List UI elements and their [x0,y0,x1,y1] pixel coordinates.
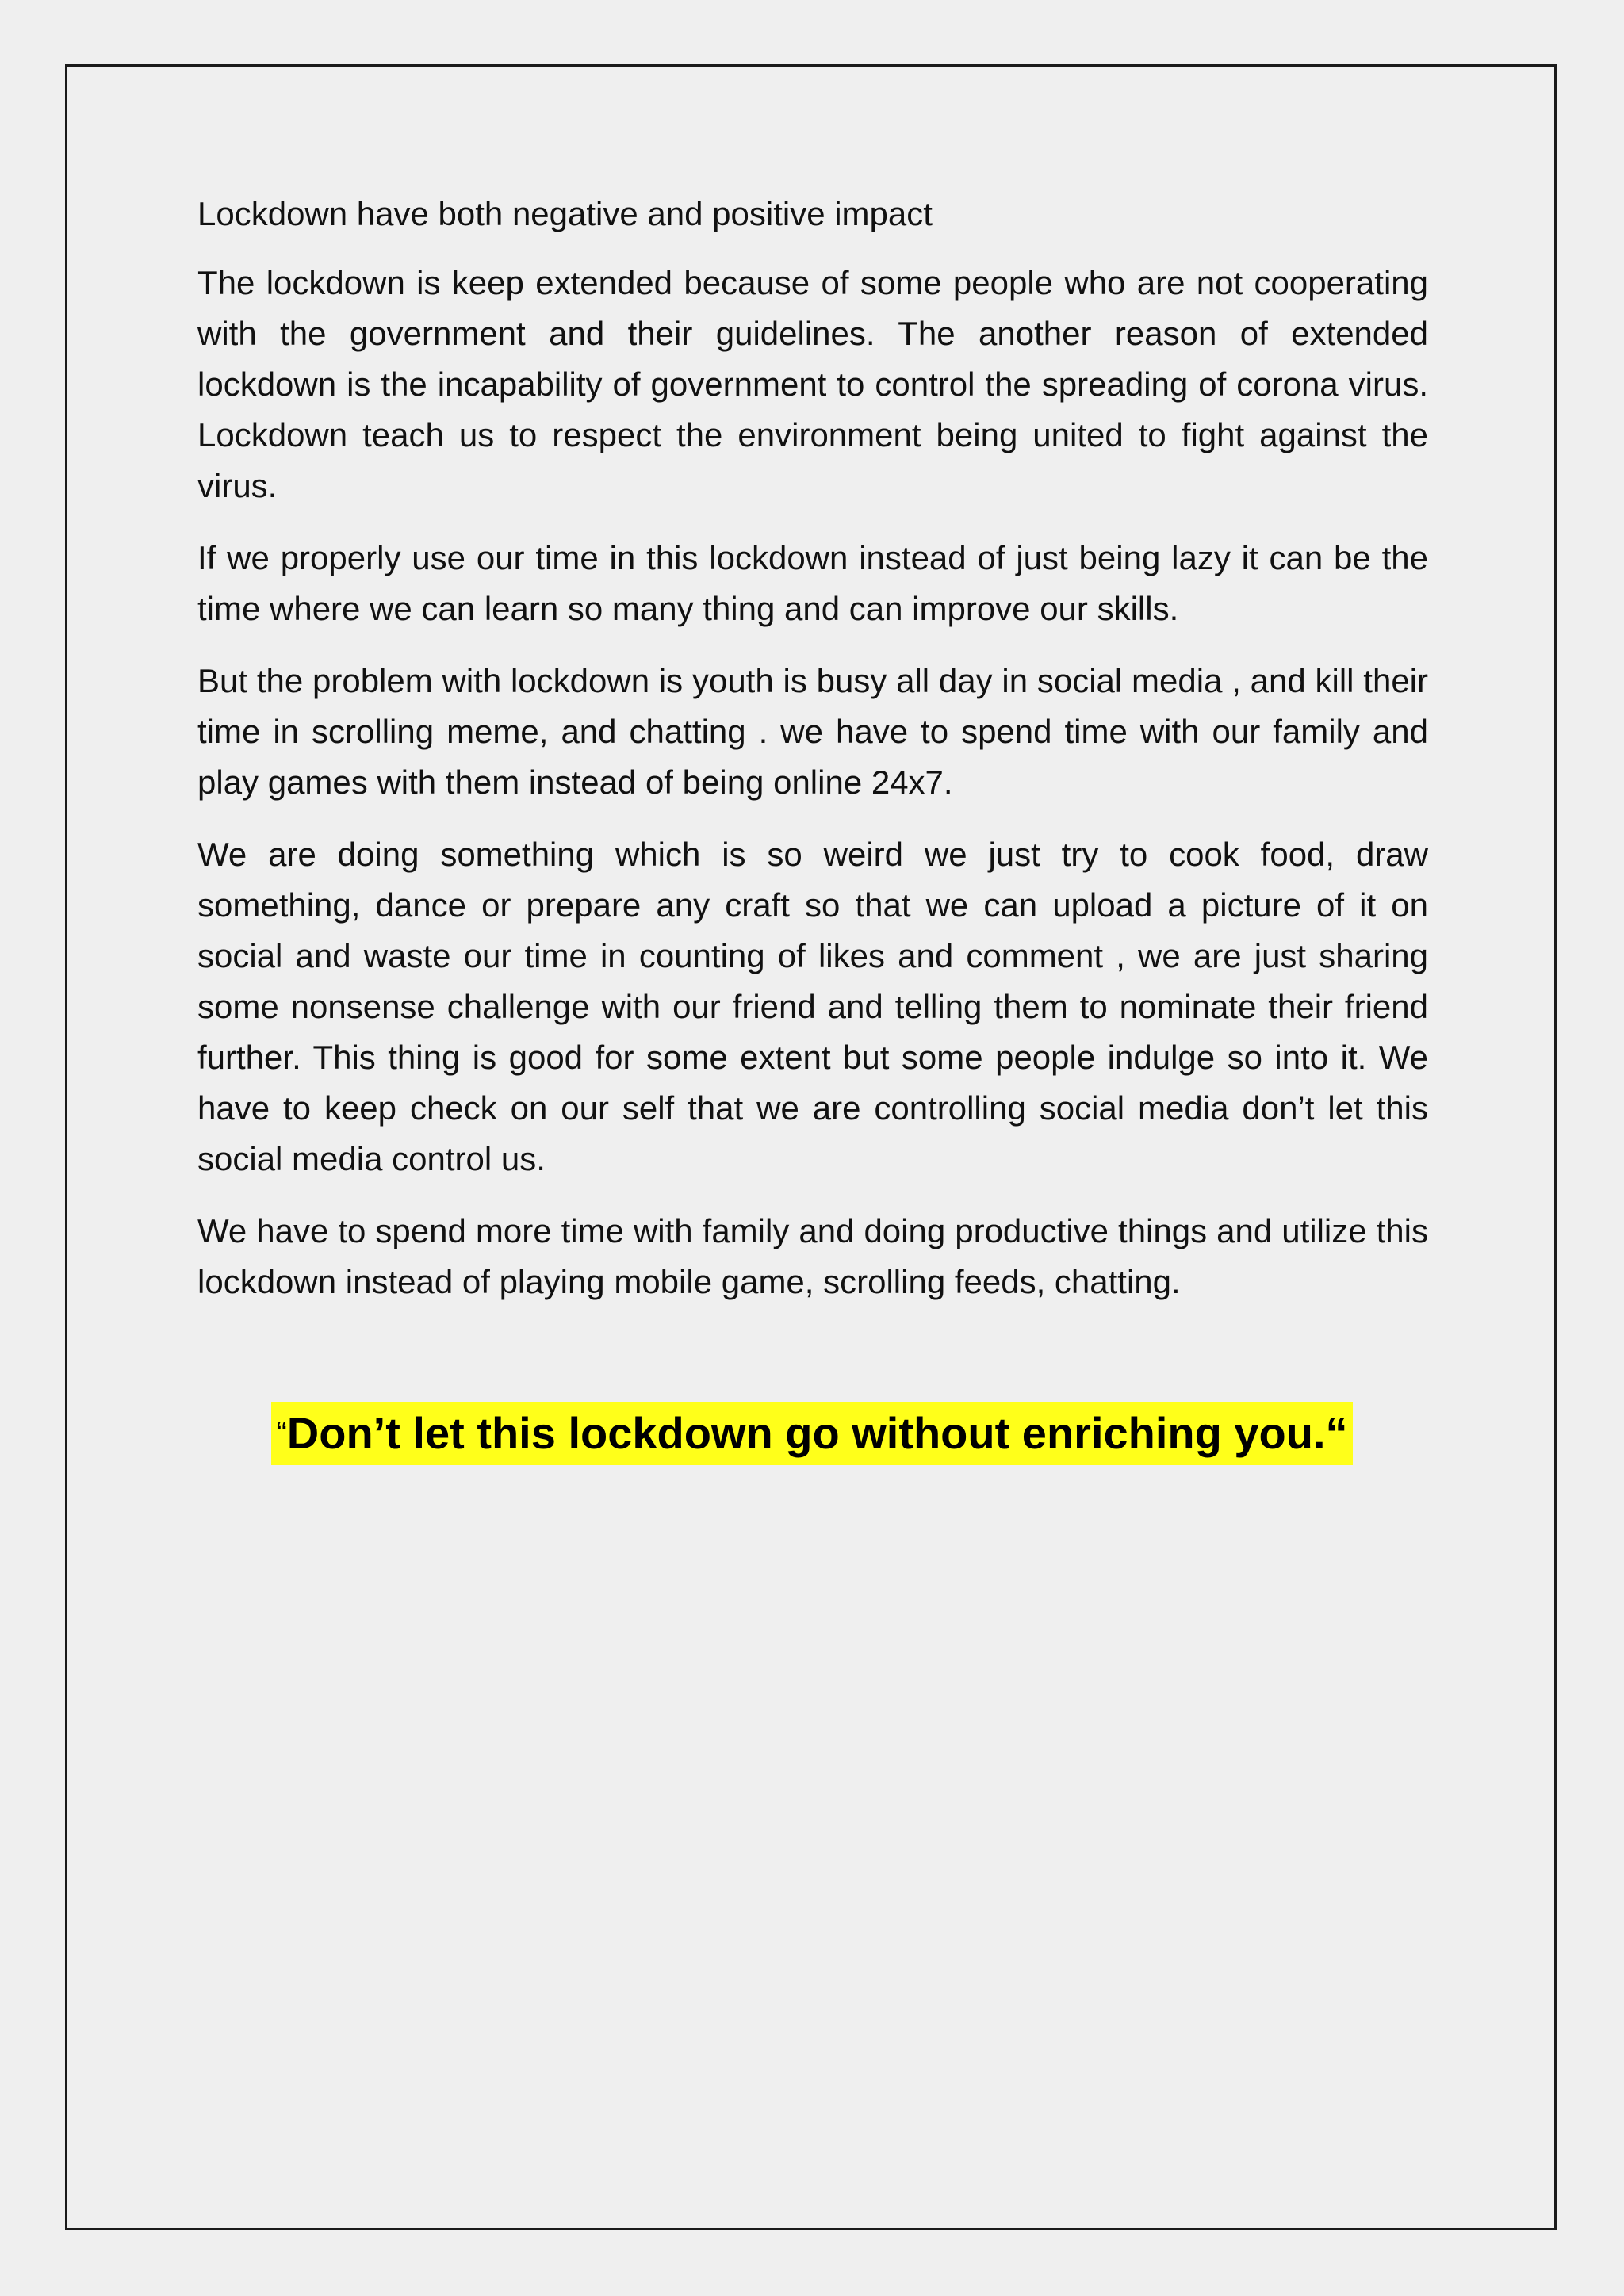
document-heading: Lockdown have both negative and positive impact [197,195,933,232]
quote-text: Don’t let this lockdown go without enriching you.“ [286,1408,1348,1458]
paragraph-5: We have to spend more time with family and doing productive things and utilize this lockdown instead of playing mobile game, scrolling feeds, chatting. [197,1212,1428,1300]
highlighted-quote [271,1402,1352,1465]
quote-container [0,1402,1624,1465]
paragraph-1: The lockdown is keep extended because of some people who are not cooperating with the government and their guidelines. The another reason of extended lockdown is the incapability of government to control the spreading of corona virus. Lockdown teach us to respect the environment being united to fight against the virus. [197,264,1428,504]
paragraph-2: If we properly use our time in this lockdown instead of just being lazy it can be the time where we can learn so many thing and can improve our skills. [197,539,1428,627]
document-body [197,189,1428,1329]
paragraph-4: We are doing something which is so weird we just try to cook food, draw something, dance or prepare any craft so that we can upload a picture of it on social and waste our time in counting of likes and comment , we are just sharing some nonsense challenge with our friend and telling them to nominate their friend further. This thing is good for some extent but some people indulge so into it. We have to keep check on our self that we are controlling social media don’t let this social media control us. [197,836,1428,1177]
paragraph-3: But the problem with lockdown is youth is busy all day in social media , and kill their time in scrolling meme, and chatting . we have to spend time with our family and play games with them instead of being online 24x7. [197,662,1428,801]
quote-open-mark: “ [276,1416,287,1451]
